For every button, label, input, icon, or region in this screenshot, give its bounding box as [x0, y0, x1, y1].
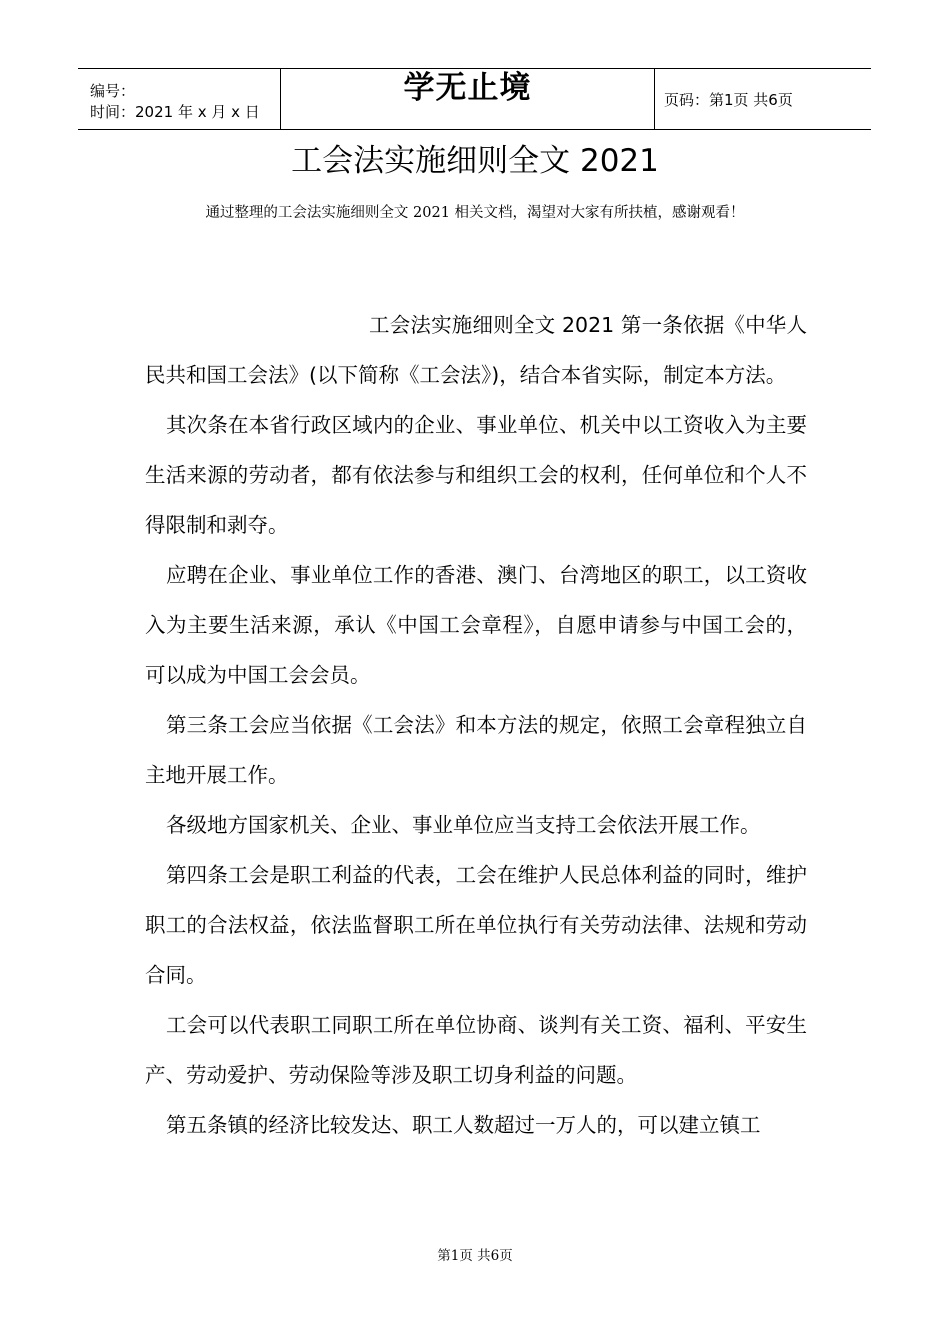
document-time-label: 时间：2021 年 x 月 x 日 — [90, 103, 260, 121]
footer-page-number: 第1页 共6页 — [437, 1248, 513, 1264]
paragraph: 第三条工会应当依据《工会法》和本方法的规定，依照工会章程独立自主地开展工作。 — [145, 713, 807, 787]
document-number-label: 编号： — [90, 82, 136, 100]
paragraph: 应聘在企业、事业单位工作的香港、澳门、台湾地区的职工，以工资收入为主要生活来源，承认《中国工会章程》，自愿申请参与中国工会的，可以成为中国工会会员。 — [145, 563, 807, 687]
paragraph: 第四条工会是职工利益的代表，工会在维护人民总体利益的同时，维护职工的合法权益，依法监督职工所在单位执行有关劳动法律、法规和劳动合同。 — [145, 863, 807, 987]
paragraph: 第五条镇的经济比较发达、职工人数超过一万人的，可以建立镇工 — [166, 1113, 761, 1137]
page-footer — [0, 1246, 950, 1266]
paragraph: 工会法实施细则全文 2021 第一条依据《中华人民共和国工会法》(以下简称《工会法》)，结合本省实际，制定本方法。 — [145, 313, 807, 387]
paragraph: 其次条在本省行政区域内的企业、事业单位、机关中以工资收入为主要生活来源的劳动者，都有依法参与和组织工会的权利，任何单位和个人不得限制和剥夺。 — [145, 413, 807, 537]
header-page-cell — [655, 69, 871, 129]
header-table — [78, 68, 871, 130]
document-title: 工会法实施细则全文 2021 — [291, 143, 659, 179]
paragraph: 工会可以代表职工同职工所在单位协商、谈判有关工资、福利、平安生产、劳动爱护、劳动保险等涉及职工切身利益的问题。 — [145, 1013, 807, 1087]
brand-title: 学无止境 — [403, 70, 532, 106]
document-body — [145, 300, 807, 1150]
page-info: 页码：第1页 共6页 — [664, 91, 793, 109]
document-subtitle: 通过整理的工会法实施细则全文 2021 相关文档，渴望对大家有所扶植，感谢观看！ — [205, 205, 745, 221]
paragraph: 各级地方国家机关、企业、事业单位应当支持工会依法开展工作。 — [166, 813, 761, 837]
header-meta-cell — [78, 69, 281, 129]
header-brand-cell — [281, 69, 655, 129]
